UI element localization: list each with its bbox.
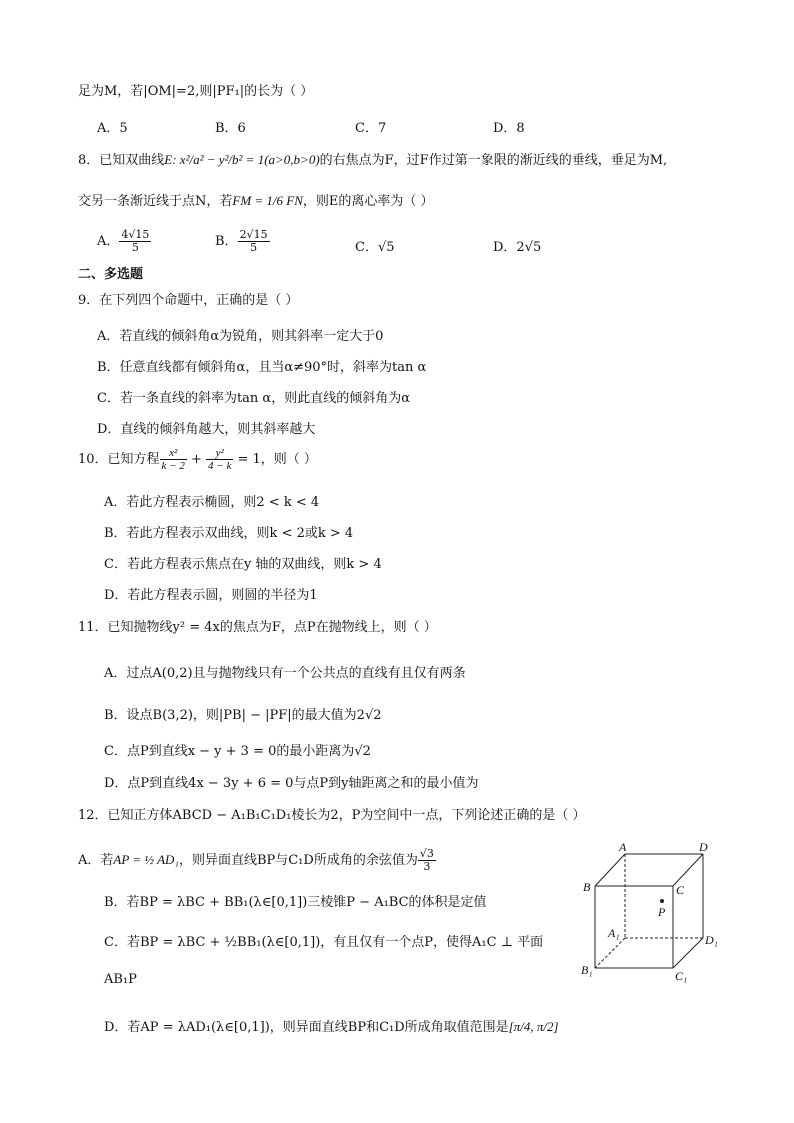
q9-stem: 9．在下列四个命题中，正确的是（ ） — [78, 293, 299, 308]
q12-option-d[interactable]: D．若AP = λAD₁(λ∈[0,1])，则异面直线BP和C₁D所成角取值范围是[π/4, π/2] — [104, 1019, 559, 1035]
q8-line1 — [78, 152, 667, 169]
q8-option-d[interactable]: D．2√5 — [493, 240, 542, 255]
q8-line2 — [78, 193, 434, 210]
q7-option-a[interactable]: A．5 — [97, 121, 128, 136]
q11-option-a[interactable]: A．过点A(0,2)且与抛物线只有一个公共点的直线有且仅有两条 — [104, 666, 466, 681]
label-C1: C₁ — [675, 969, 688, 983]
cube-edge-ab — [595, 854, 625, 886]
label-A1: A₁ — [608, 926, 620, 940]
label-B1: B₁ — [581, 963, 593, 977]
q8-option-b-fraction: $\frac{2√15}{5}$ — [239, 228, 268, 254]
q8-option-a[interactable]: A． $\frac{4√15}{5}$ — [97, 228, 150, 254]
cube-edge-c1d1 — [673, 938, 703, 968]
q9-option-d[interactable]: D．直线的倾斜角越大，则其斜率越大 — [97, 422, 316, 437]
q10-option-b[interactable]: B．若此方程表示双曲线，则k < 2或k > 4 — [104, 526, 354, 541]
label-B: B — [583, 880, 591, 894]
q12-option-a[interactable]: A．若AP = ½ AD₁，则异面直线BP与C₁D所成角的余弦值为 $\frac{√3}{3}$ — [78, 847, 434, 873]
q12-stem: 12．已知正方体ABCD − A₁B₁C₁D₁棱长为2，P为空间中一点，下列论述正确的是（ ） — [78, 808, 586, 823]
q8-equation: E: x²/a² − y²/b² = 1(a>0,b>0) — [164, 152, 320, 167]
q10-frac-x: $\frac{\text{x²}}{k - 2}$ — [161, 447, 185, 472]
label-D1: D₁ — [705, 933, 718, 947]
q10-option-d[interactable]: D．若此方程表示圆，则圆的半径为1 — [104, 588, 318, 603]
q12-option-a-fraction: $\frac{√3}{3}$ — [419, 847, 434, 873]
q8-intersect-text: 交另一条渐近线于点N，若 — [78, 194, 233, 209]
q10-option-c[interactable]: C．若此方程表示焦点在y 轴的双曲线，则k > 4 — [104, 557, 382, 572]
q9-option-c[interactable]: C．若一条直线的斜率为tan α，则此直线的倾斜角为α — [97, 391, 410, 406]
q7-option-c[interactable]: C．7 — [355, 121, 387, 136]
cube-hidden-edge-a1b1 — [595, 938, 625, 968]
q9-option-a[interactable]: A．若直线的倾斜角α为锐角，则其斜率一定大于0 — [97, 329, 384, 344]
section-header-multi-choice: 二、多选题 — [78, 267, 144, 282]
label-A: A — [619, 840, 627, 854]
cube-edge-dc — [673, 854, 703, 886]
label-P: P — [658, 905, 666, 919]
q10-frac-y: $\frac{\text{y²}}{4 - k}$ — [208, 447, 232, 472]
cube-diagram — [575, 840, 735, 990]
q8-question: ，则E的离心率为（ ） — [302, 194, 434, 209]
q8-body: 的右焦点为F，过F作过第一象限的渐近线的垂线，垂足为M, — [319, 153, 668, 168]
q12-option-d-range: [π/4, π/2] — [508, 1019, 559, 1034]
q11-option-c[interactable]: C．点P到直线x − y + 3 = 0的最小距离为√2 — [104, 744, 371, 759]
q9-option-b[interactable]: B．任意直线都有倾斜角α，且当α≠90°时，斜率为tan α — [97, 360, 427, 375]
label-C: C — [676, 883, 685, 897]
q8-vector: FM = 1/6 FN — [232, 193, 303, 208]
q8-option-a-fraction: $\frac{4√15}{5}$ — [121, 228, 150, 254]
q7-option-b[interactable]: B．6 — [215, 121, 246, 136]
q11-stem: 11．已知抛物线y² = 4x的焦点为F，点P在抛物线上，则（ ） — [78, 620, 437, 635]
q8-option-c[interactable]: C．√5 — [355, 240, 395, 255]
q11-option-b[interactable]: B．设点B(3,2)，则|PB| − |PF|的最大值为2√2 — [104, 708, 382, 723]
q7-option-d[interactable]: D．8 — [493, 121, 525, 136]
q12-option-c[interactable]: C．若BP = λBC + ½BB₁(λ∈[0,1])，有且仅有一个点P，使得A₁C ⊥ 平面 — [104, 935, 544, 950]
q12-option-c-cont: AB₁P — [104, 972, 137, 987]
point-p-marker — [660, 899, 664, 903]
q12-option-b[interactable]: B．若BP = λBC + BB₁(λ∈[0,1])三棱锥P − A₁BC的体积是定值 — [104, 895, 487, 910]
q10-option-a[interactable]: A．若此方程表示椭圆，则2 < k < 4 — [104, 495, 320, 510]
q7-tail: 足为M，若|OM|=2,则|PF₁|的长为（ ） — [78, 84, 314, 99]
q10-stem: 10．已知方程 $\frac{\text{x²}}{k - 2}$ + $\frac{\text{y²}}{4 - k}$ = 1，则（ ） — [78, 447, 317, 472]
q8-option-b[interactable]: B． $\frac{2√15}{5}$ — [215, 228, 268, 254]
label-D: D — [699, 840, 708, 854]
q11-option-d[interactable]: D．点P到直线4x − 3y + 6 = 0与点P到y轴距离之和的最小值为 — [104, 776, 479, 791]
q8-prefix: 8．已知双曲线 — [78, 153, 165, 168]
